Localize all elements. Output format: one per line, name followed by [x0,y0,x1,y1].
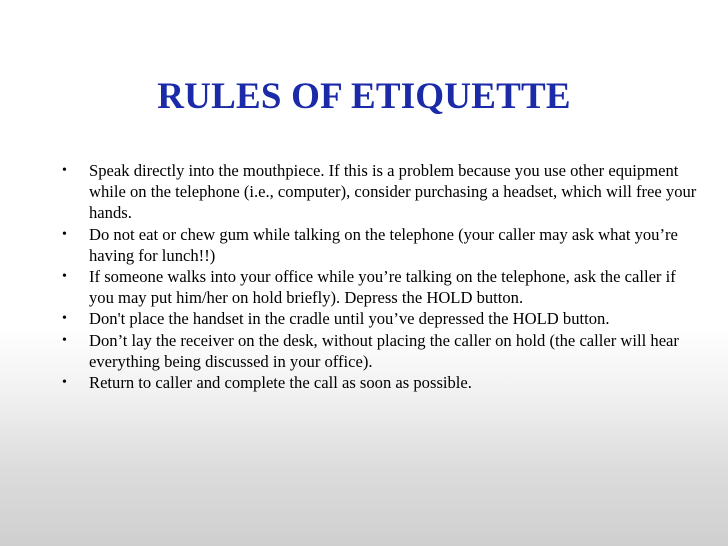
bullet-item [60,330,700,372]
bullet-dot-icon: • [62,375,67,391]
bullet-text: Don’t lay the receiver on the desk, without placing the caller on hold (the caller will hear everything being discussed in your office). [89,330,679,371]
bullet-text: Speak directly into the mouthpiece. If this is a problem because you use other equipment while on the telephone (i.e., computer), consider purchasing a headset, which will free your hands. [89,161,697,223]
bullet-text: Do not eat or chew gum while talking on the telephone (your caller may ask what you’re having for lunch!!) [89,224,678,265]
bullet-item [60,224,700,266]
bullet-item [60,160,700,224]
bullet-text: Return to caller and complete the call as soon as possible. [89,373,472,393]
bullet-text: Don't place the handset in the cradle until you’ve depressed the HOLD button. [89,309,610,329]
bullet-list [60,160,700,393]
bullet-text: If someone walks into your office while you’re talking on the telephone, ask the caller if you may put him/her on hold briefly). Depress the HOLD button. [89,267,676,308]
bullet-dot-icon: • [62,332,67,348]
bullet-item [60,266,700,308]
bullet-dot-icon: • [62,163,67,178]
slide-title: RULES OF ETIQUETTE [157,76,571,117]
bullet-dot-icon: • [62,311,67,327]
bullet-item [60,308,700,329]
bullet-item [60,372,700,393]
bullet-dot-icon: • [62,269,67,285]
bullet-dot-icon: • [62,226,67,242]
